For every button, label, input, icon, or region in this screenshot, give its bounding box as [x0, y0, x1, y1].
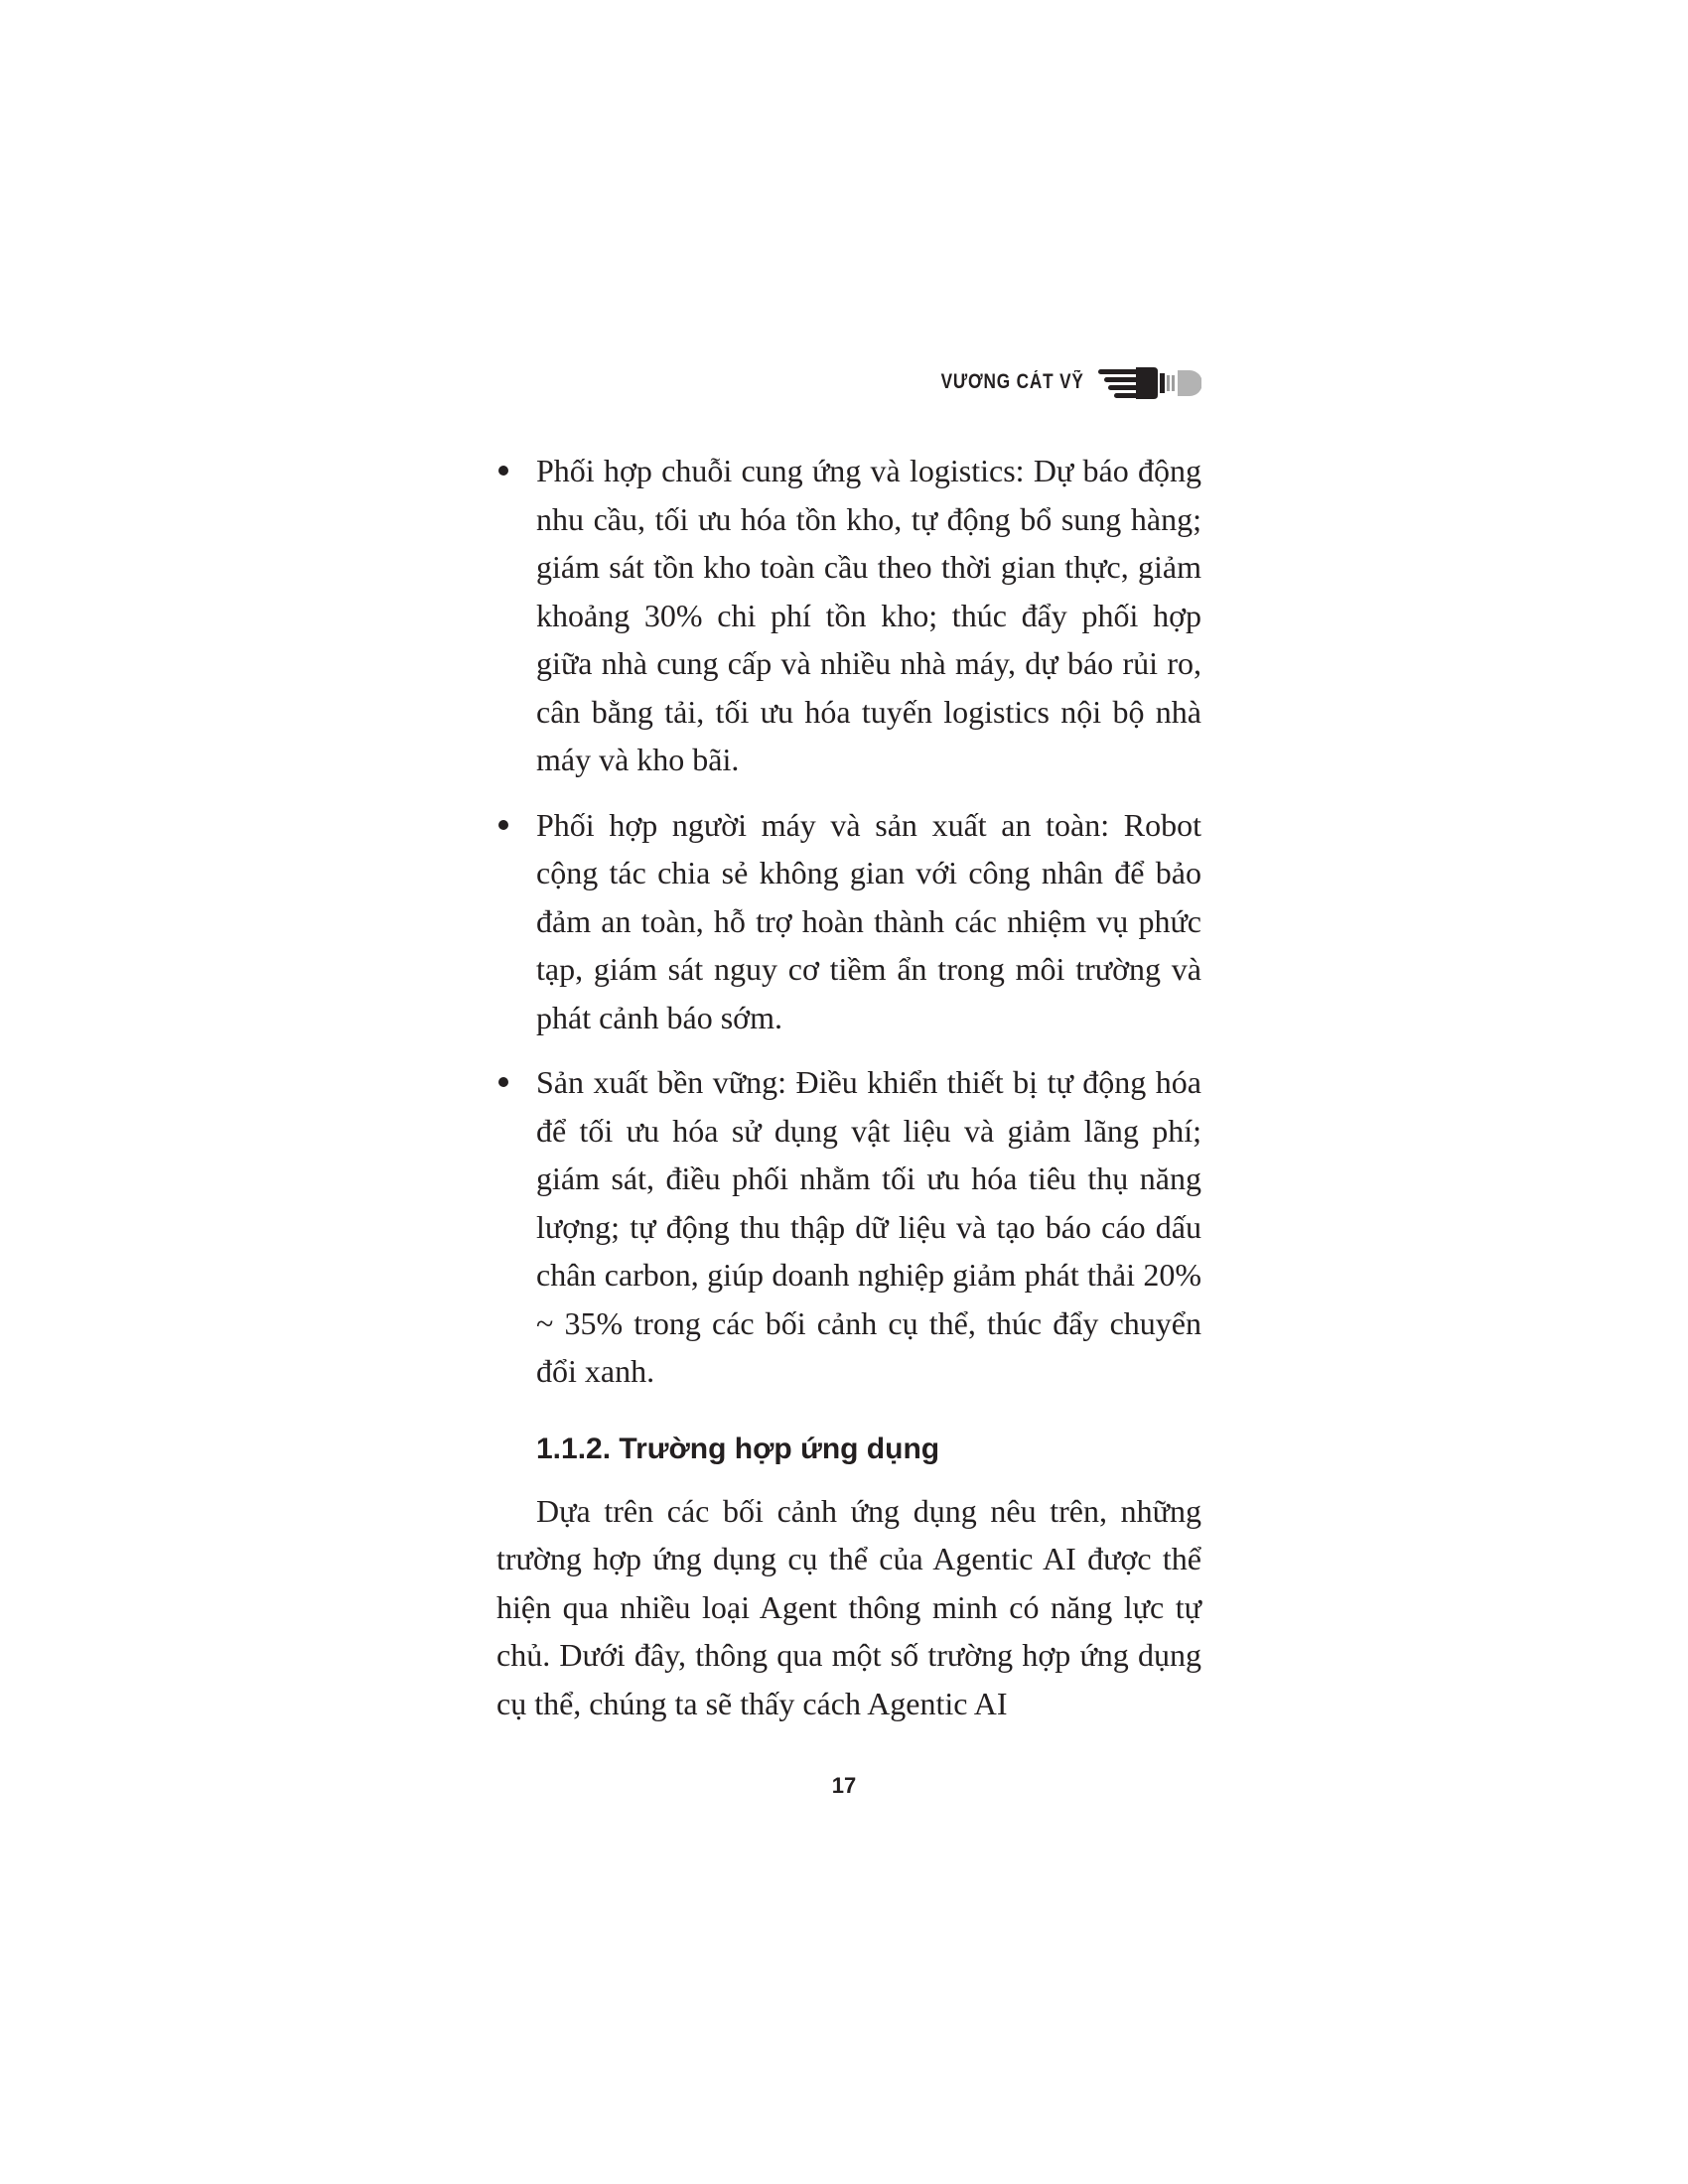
page-header: [496, 357, 1201, 407]
list-item: [496, 801, 1201, 1042]
body-paragraph: Dựa trên các bối cảnh ứng dụng nêu trên, những trường hợp ứng dụng cụ thể của Agentic AI được thể hiện qua nhiều loại Agent thông minh có năng lực tự chủ. Dưới đây, thông qua một số trường hợp ứng dụng cụ thể, chúng ta sẽ thấy cách Agentic AI: [496, 1492, 1201, 1721]
bullet-dot: [498, 1077, 508, 1087]
list-item-text: Sản xuất bền vững: Điều khiển thiết bị tự động hóa để tối ưu hóa sử dụng vật liệu và giảm lãng phí; giám sát, điều phối nhằm tối ưu hóa tiêu thụ năng lượng; tự động thu thập dữ liệu và tạo báo cáo dấu chân carbon, giúp doanh nghiệp giảm phát thải 20% ~ 35% trong các bối cảnh cụ thể, thúc đẩy chuyển đổi xanh.: [536, 1064, 1201, 1389]
list-item: [496, 1058, 1201, 1396]
bullet-dot: [498, 466, 508, 476]
page-body: [496, 447, 1201, 1727]
robot-hand-icon: [1096, 363, 1201, 401]
bullet-list: [496, 447, 1201, 1396]
list-item-text: Phối hợp người máy và sản xuất an toàn: Robot cộng tác chia sẻ không gian với công nhân để bảo đảm an toàn, hỗ trợ hoàn thành các nhiệm vụ phức tạp, giám sát nguy cơ tiềm ẩn trong môi trường và phát cảnh báo sớm.: [536, 806, 1201, 1035]
author-name: VƯƠNG CÁT VỸ: [940, 370, 1084, 393]
page-number: 17: [831, 1773, 857, 1798]
bullet-dot: [498, 820, 508, 830]
list-item: [496, 447, 1201, 784]
list-item-text: Phối hợp chuỗi cung ứng và logistics: Dự báo động nhu cầu, tối ưu hóa tồn kho, tự động bổ sung hàng; giám sát tồn kho toàn cầu theo thời gian thực, giảm khoảng 30% chi phí tồn kho; thúc đẩy phối hợp giữa nhà cung cấp và nhiều nhà máy, dự báo rủi ro, cân bằng tải, tối ưu hóa tuyến logistics nội bộ nhà máy và kho bãi.: [536, 453, 1201, 777]
section-heading: 1.1.2. Trường hợp ứng dụng: [536, 1432, 940, 1465]
